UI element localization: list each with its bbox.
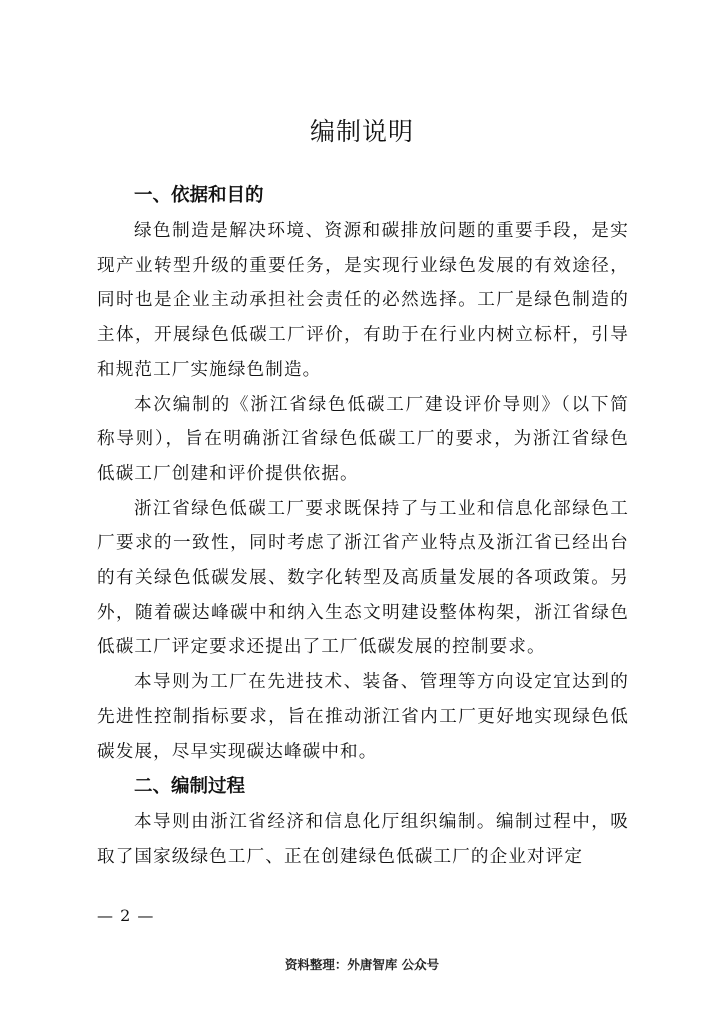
page-number: — 2 —: [97, 906, 155, 925]
paragraph: 本导则为工厂在先进技术、装备、管理等方向设定宜达到的先进性控制指标要求，旨在推动浙江省内工厂更好地实现绿色低碳发展，尽早实现碳达峰碳中和。: [97, 672, 629, 762]
source-watermark: 资料整理：外唐智库 公众号: [284, 957, 440, 972]
page-title: 编制说明: [309, 117, 414, 146]
paragraph: 本次编制的《浙江省绿色低碳工厂建设评价导则》（以下简称导则），旨在明确浙江省绿色低碳工厂的要求，为浙江省绿色低碳工厂创建和评价提供依据。: [97, 394, 629, 484]
document-body: [97, 178, 629, 875]
section-heading: 二、编制过程: [134, 776, 246, 798]
section-heading: 一、依据和目的: [134, 185, 264, 206]
section-compilation-process: [97, 769, 629, 874]
paragraph: 绿色制造是解决环境、资源和碳排放问题的重要手段，是实现产业转型升级的重要任务，是实现行业绿色发展的有效途径，同时也是企业主动承担社会责任的必然选择。工厂是绿色制造的主体，开展绿色低碳工厂评价，有助于在行业内树立标杆，引导和规范工厂实施绿色制造。: [97, 221, 629, 380]
paragraph: 浙江省绿色低碳工厂要求既保持了与工业和信息化部绿色工厂要求的一致性，同时考虑了浙江省产业特点及浙江省已经出台的有关绿色低碳发展、数字化转型及高质量发展的各项政策。另外，随着碳达峰碳中和纳入生态文明建设整体构架，浙江省绿色低碳工厂评定要求还提出了工厂低碳发展的控制要求。: [97, 498, 629, 658]
paragraph: 本导则由浙江省经济和信息化厅组织编制。编制过程中，吸取了国家级绿色工厂、正在创建绿色低碳工厂的企业对评定: [97, 812, 629, 867]
section-basis-and-purpose: [97, 178, 629, 769]
